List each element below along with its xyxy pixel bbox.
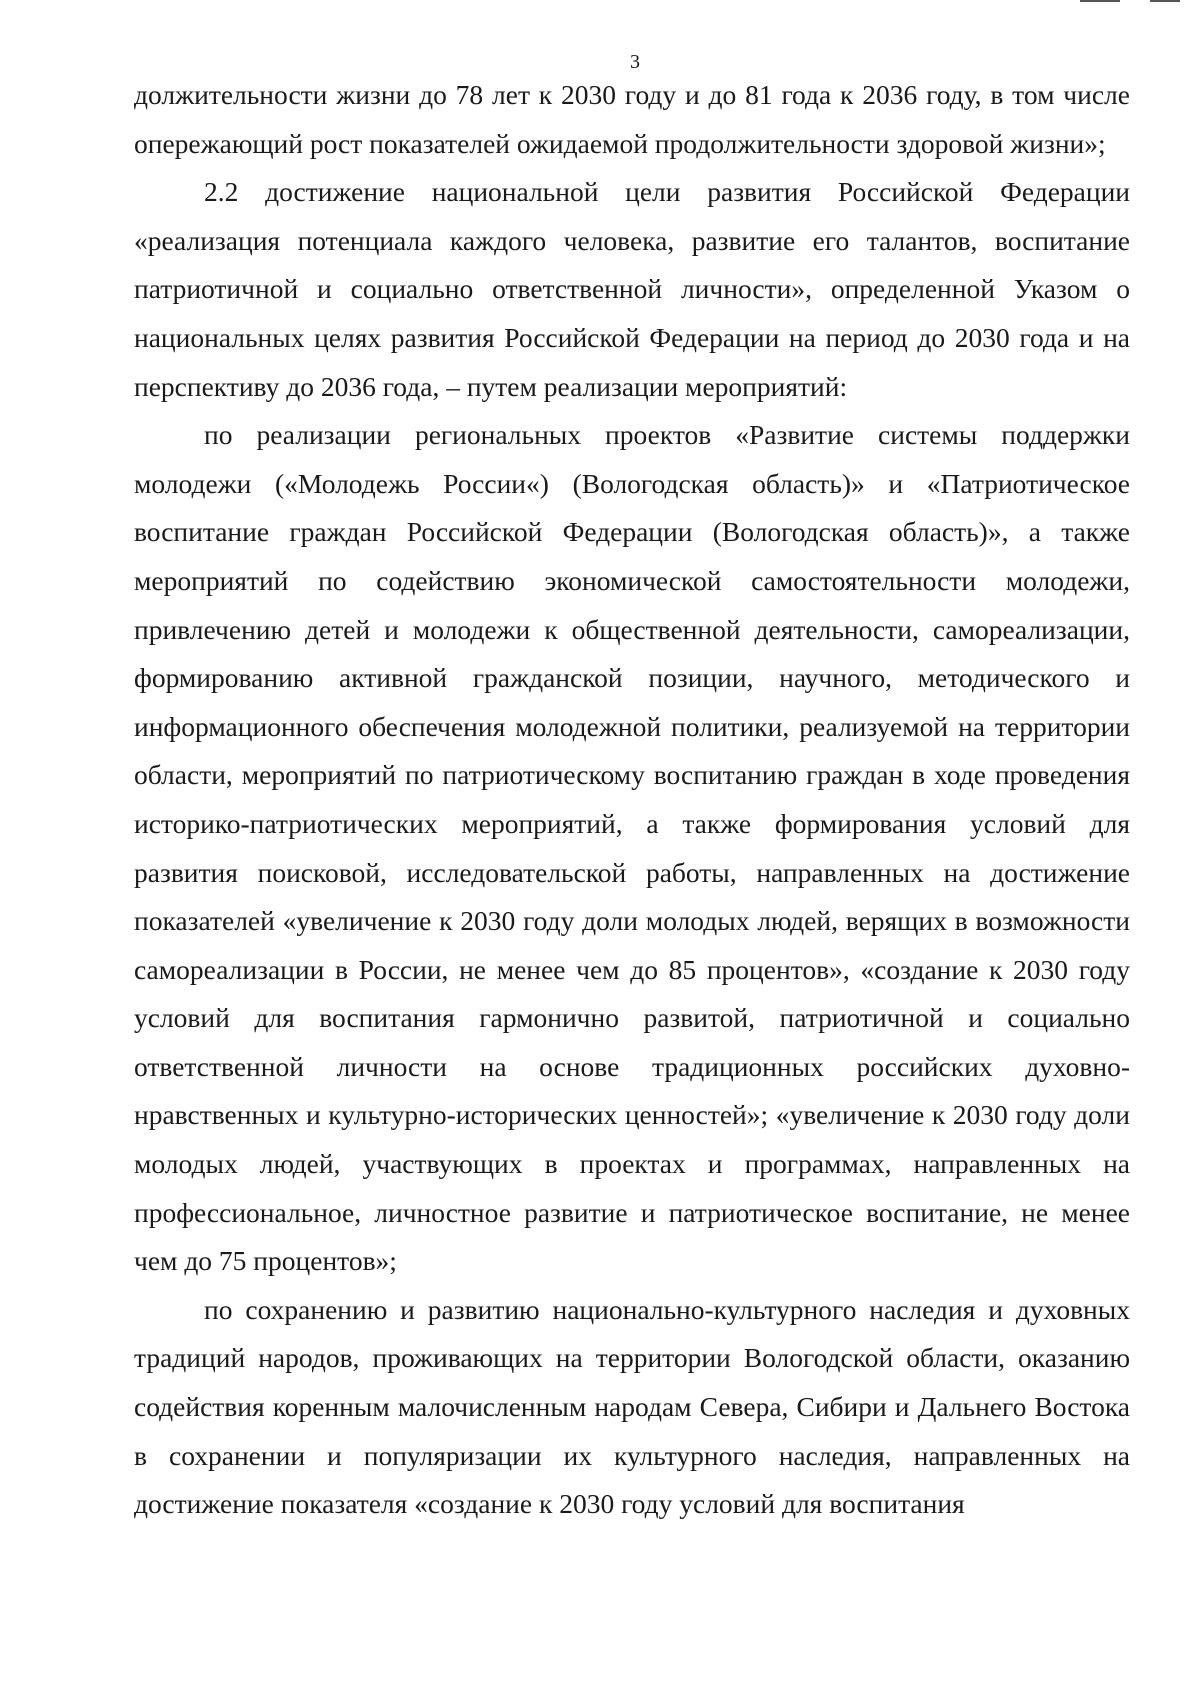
paragraph-continuation: должительности жизни до 78 лет к 2030 году и до 81 года к 2036 году, в том числе опережающий рост показателей ожидаемой продолжительности здоровой жизни»; [134,79,1130,159]
paragraph-heritage: по сохранению и развитию национально-культурного наследия и духовных традиций народов, проживающих на территории Вологодской области, оказанию содействия коренным малочисленным народам Севера, Сибири и Дальнего Востока в сохранении и популяризации их культурного наследия, направленных на достижение показателя «создание к 2030 году условий для воспитания [134,1293,1130,1520]
paragraph-regional-projects: по реализации региональных проектов «Развитие системы поддержки молодежи («Молодежь России«) (Вологодская область)» и «Патриотическое воспитание граждан Российской Федерации (Вологодская область)», а также мероприятий по содействию экономической самостоятельности молодежи, привлечению детей и молодежи к общественной деятельности, самореализации, формированию активной гражданской позиции, научного, методического и информационного обеспечения молодежной политики, реализуемой на территории области, мероприятий по патриотическому воспитанию граждан в ходе проведения историко-патриотических мероприятий, а также формирования условий для развития поисковой, исследовательской работы, направленных на достижение показателей «увеличение к 2030 году доли молодых людей, верящих в возможности самореализации в России, не менее чем до 85 процентов», «создание к 2030 году условий для воспитания гармонично развитой, патриотичной и социально ответственной личности на основе традиционных российских духовно-нравственных и культурно-исторических ценностей»; «увеличение к 2030 году доли молодых людей, участвующих в проектах и программах, направленных на профессиональное, личностное развитие и патриотическое воспитание, не менее чем до 75 процентов»; [134,419,1130,1277]
scan-edge-mark [1080,0,1200,6]
paragraph-item-2-2: 2.2 достижение национальной цели развития Российской Федерации «реализация потенциала каждого человека, развитие его талантов, воспитание патриотичной и социально ответственной личности», определенной Указом о национальных целях развития Российской Федерации на период до 2030 года и на перспективу до 2036 года, – путем реализации мероприятий: [134,176,1130,402]
page-number: 3 [630,51,640,73]
document-body [134,71,1130,1529]
